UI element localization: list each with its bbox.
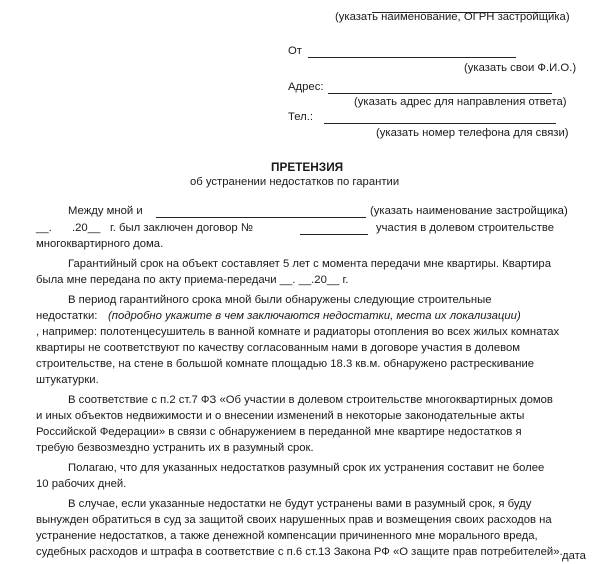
p1-line2-contract: г. был заключен договор №	[110, 222, 253, 234]
p6-line4: судебных расходов и штрафа в соответствие с п.6 ст.13 Закона РФ «О защите прав потребителей».	[36, 546, 563, 558]
p3-line2-hint: (подробно укажите в чем заключаются недостатки, места их локализации)	[108, 310, 521, 322]
from-label: От	[288, 45, 302, 57]
p1-line2-rest: участия в долевом строительстве	[376, 222, 555, 234]
page-title: ПРЕТЕНЗИЯ	[271, 160, 344, 174]
address-blank	[328, 82, 552, 94]
address-hint: (указать адрес для направления ответа)	[354, 96, 567, 108]
p3-line4: квартиры не соответствуют по качеству согласованным нами в договоре участия в долевом	[36, 342, 521, 354]
p6-line2: вынужден обратиться в суд за защитой своих нарушенных прав и возмещения своих расходов на	[36, 514, 552, 526]
p3-line3: , например: полотенцесушитель в ванной комнате и радиаторы отопления во всех жилых комнатах	[36, 326, 560, 338]
p1-line1-hint: (указать наименование застройщика)	[370, 205, 568, 217]
p6-line1: В случае, если указанные недостатки не будут устранены вами в разумный срок, я буду	[68, 498, 532, 510]
p5-line1: Полагаю, что для указанных недостатков разумный срок их устранения составит не более	[68, 462, 545, 474]
p5-line2: 10 рабочих дней.	[36, 478, 127, 490]
p2-line1: Гарантийный срок на объект составляет 5 лет с момента передачи мне квартиры. Квартира	[68, 258, 551, 270]
p6-line3: устранение недостатков, а также денежной компенсации причиненного мне морального вреда,	[36, 530, 538, 542]
p1-developer-blank	[156, 206, 366, 218]
developer-hint: (указать наименование, ОГРН застройщика)	[335, 11, 570, 23]
date-label: дата	[562, 550, 586, 562]
p1-line1-text: Между мной и	[68, 205, 143, 217]
p3-line6: штукатурки.	[36, 374, 99, 386]
p4-line1: В соответствие с п.2 ст.7 ФЗ «Об участии в долевом строительстве многоквартирных домов	[68, 394, 553, 406]
fio-hint: (указать свои Ф.И.О.)	[464, 62, 577, 74]
p1-line3: многоквартирного дома.	[36, 238, 164, 250]
page-subtitle: об устранении недостатков по гарантии	[190, 176, 400, 188]
phone-hint: (указать номер телефона для связи)	[376, 127, 569, 139]
contract-number-blank	[300, 223, 368, 235]
p3-line2-label: недостатки:	[36, 310, 98, 322]
p3-line1: В период гарантийного срока мной были обнаружены следующие строительные	[68, 294, 492, 306]
phone-label: Тел.:	[288, 111, 314, 123]
p3-line5: строительстве, на стене в большой комнате площадью 18.3 кв.м. обнаружено растрескивание	[36, 358, 535, 370]
p4-line3: Российской Федерации» в связи с обнаружением в переданной мне квартире недостатков я	[36, 426, 522, 438]
fio-blank	[308, 46, 516, 58]
p4-line2: и иных объектов недвижимости и о внесении изменений в некоторые законодательные акты	[36, 410, 525, 422]
p1-line2-year: .20__	[72, 222, 101, 234]
phone-blank	[324, 112, 556, 124]
p2-line2: была мне передана по акту приема-передачи __. __.20__ г.	[36, 274, 349, 286]
p4-line4: требую безвозмездно устранить их в разумный срок.	[36, 442, 314, 454]
address-label: Адрес:	[288, 81, 324, 93]
p1-line2-day: __.	[36, 222, 52, 234]
